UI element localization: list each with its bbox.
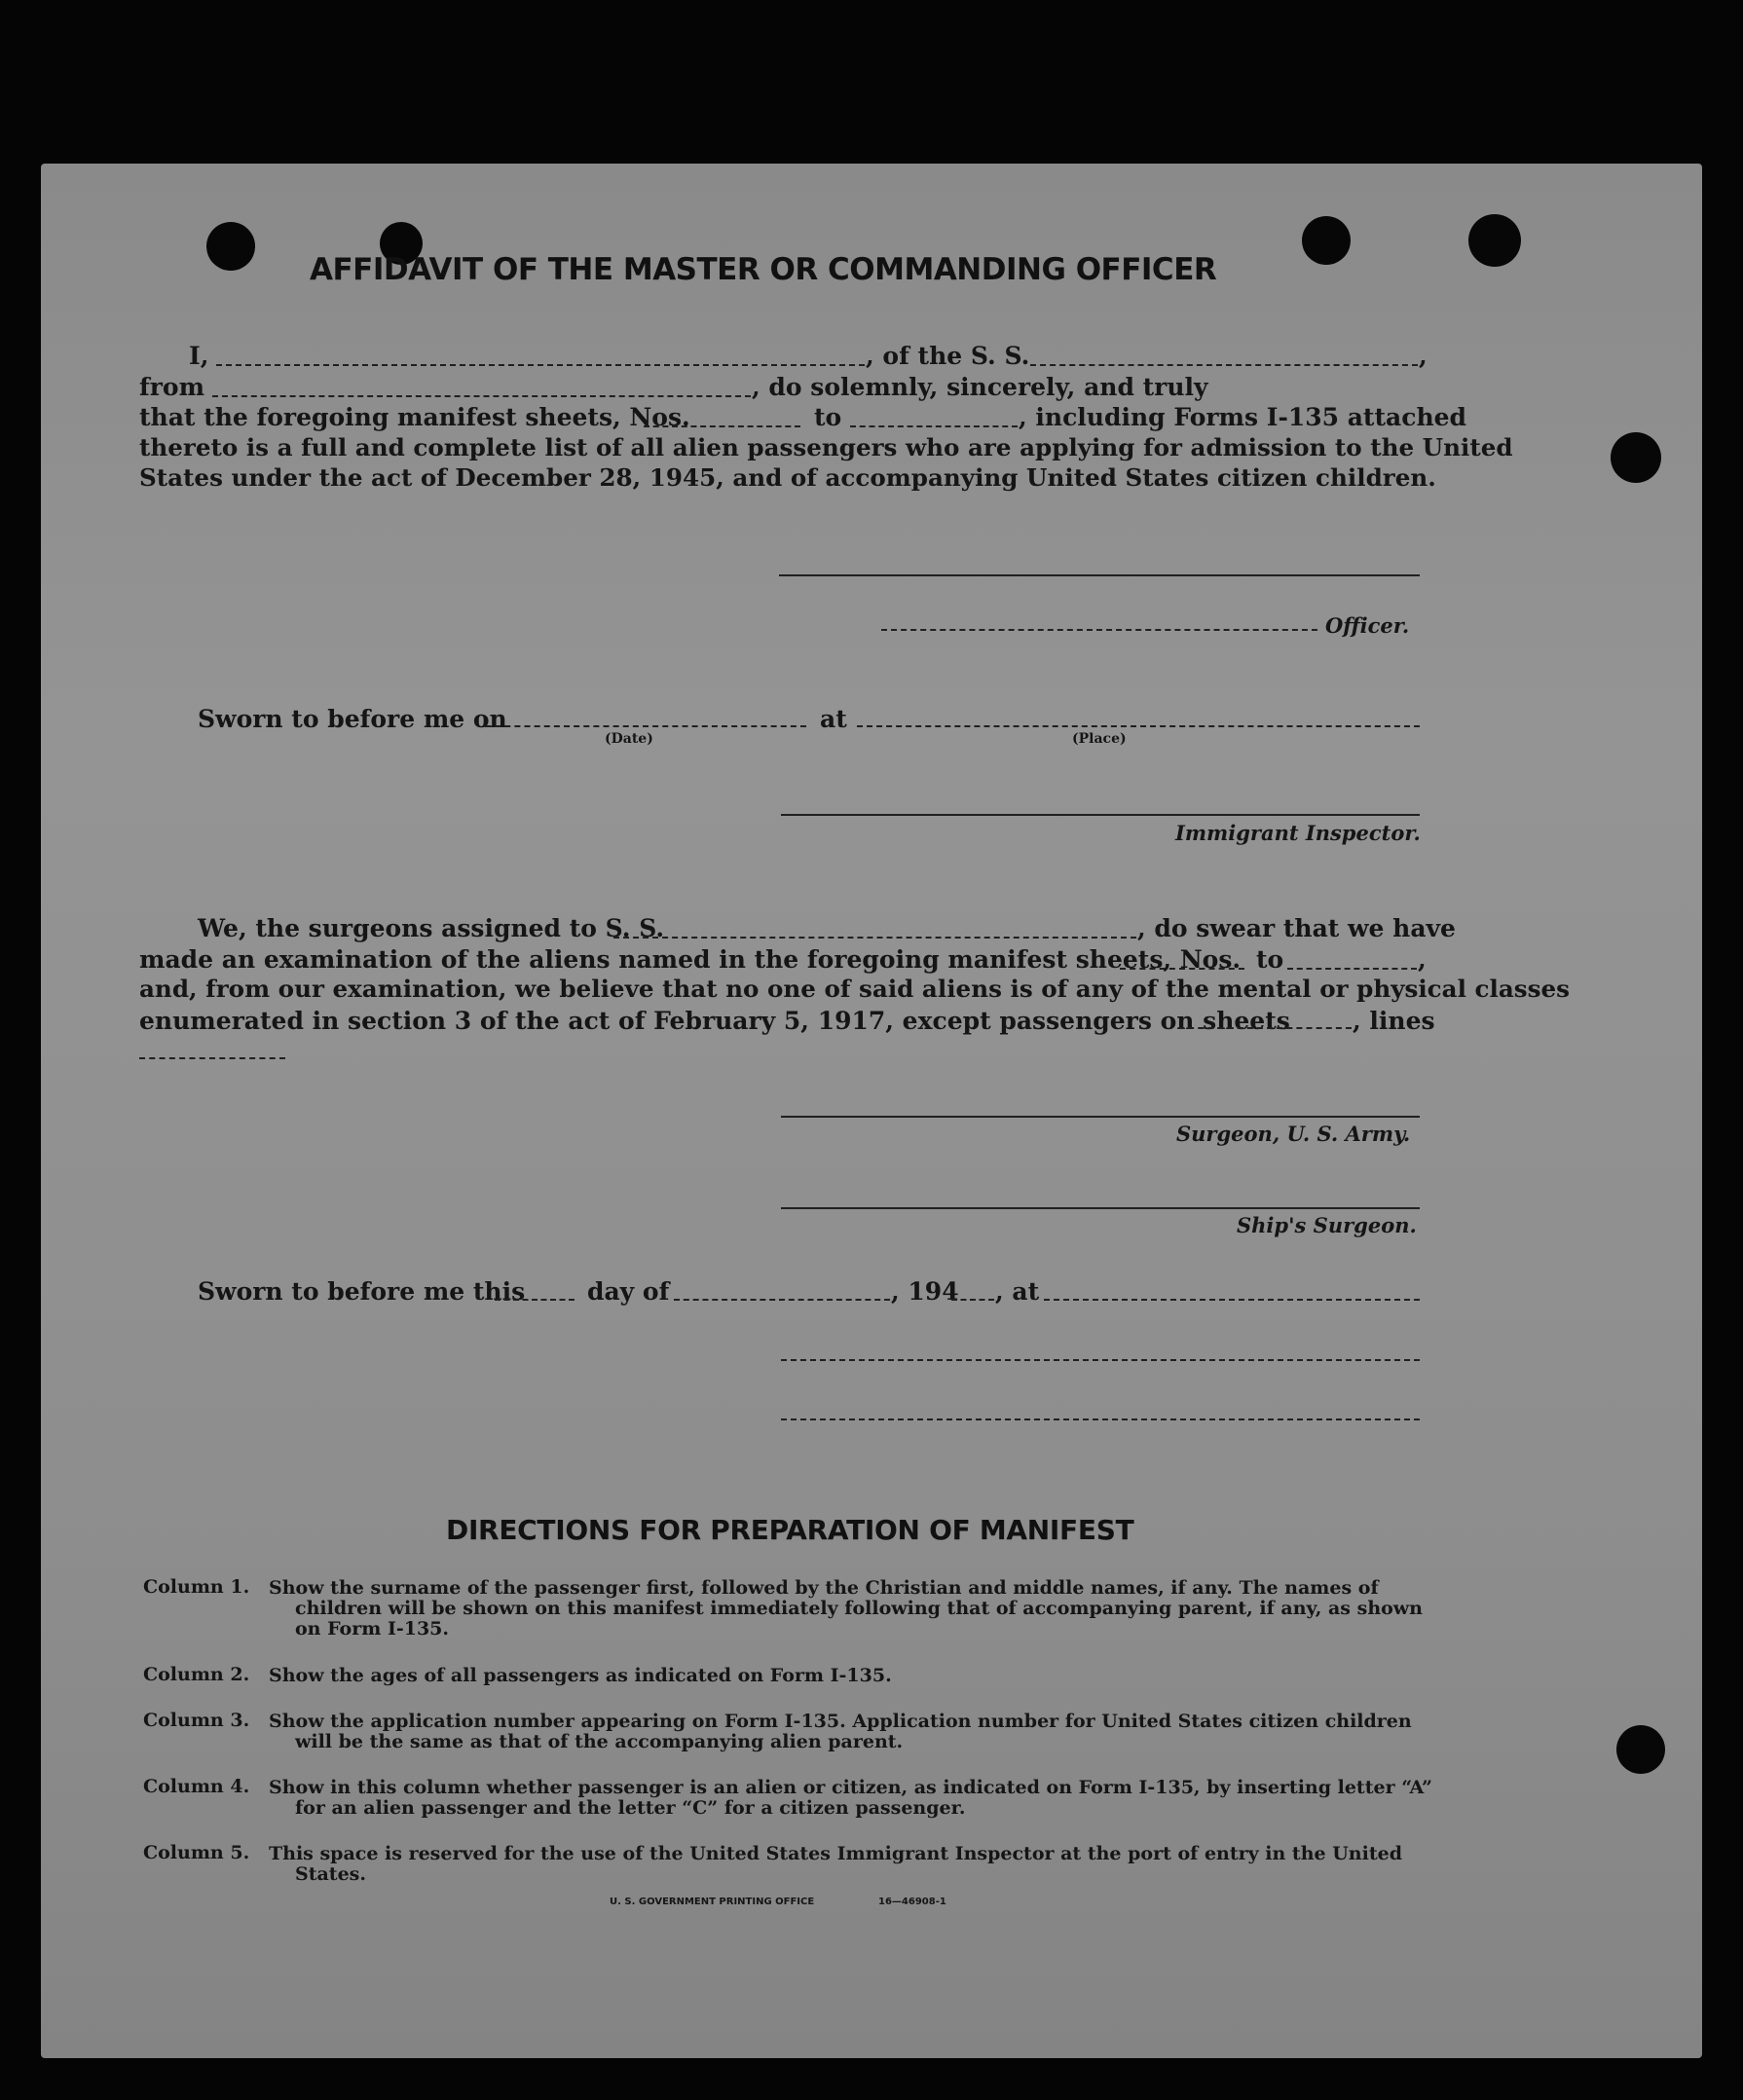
master-line2-from: from xyxy=(139,373,205,401)
page-title: AFFIDAVIT OF THE MASTER OR COMMANDING OFFICER xyxy=(310,252,1217,287)
punch-hole-side-bottom xyxy=(1616,1725,1665,1774)
manifest-nos-to-field[interactable] xyxy=(850,425,1018,427)
surgeons-line2-to: to xyxy=(1256,945,1284,974)
surgeons-line2-text: made an examination of the aliens named in the foregoing manifest sheets, Nos. xyxy=(139,945,1242,974)
direction-2-line-1: Show the ages of all passengers as indicated on Form I-135. xyxy=(269,1665,892,1686)
direction-5-line-2: States. xyxy=(295,1862,366,1885)
manifest-nos-from-field[interactable] xyxy=(644,425,800,427)
sworn-surgeons-year: , 194 xyxy=(891,1277,959,1306)
sworn-inspector-at: at xyxy=(820,705,847,733)
sworn-year-field[interactable] xyxy=(951,1299,994,1301)
direction-4-line-1: Show in this column whether passenger is an alien or citizen, as indicated on Form I-135, by inserting letter “A” xyxy=(269,1777,1432,1798)
direction-text-4 xyxy=(269,1777,1432,1819)
sworn-inspector-text: Sworn to before me on xyxy=(198,705,507,733)
direction-1-line-1: Show the surname of the passenger first, followed by the Christian and middle names, if any. The names of xyxy=(269,1577,1379,1599)
sworn-place-field[interactable] xyxy=(857,725,1420,727)
sworn-surgeons-text: Sworn to before me this xyxy=(198,1277,526,1306)
army-surgeon-signature-line[interactable] xyxy=(781,1116,1420,1118)
sworn-month-field[interactable] xyxy=(674,1299,890,1301)
surgeons-nos-to-field[interactable] xyxy=(1287,968,1417,970)
punch-hole-far-right xyxy=(1468,214,1521,267)
signature-line-1[interactable] xyxy=(781,1359,1420,1361)
direction-label-4: Column 4. xyxy=(143,1776,250,1797)
master-line3-to: to xyxy=(814,403,842,431)
master-line3-end: , including Forms I-135 attached xyxy=(1019,403,1467,431)
punch-hole-side-top xyxy=(1611,432,1661,483)
direction-label-1: Column 1. xyxy=(143,1576,250,1598)
surgeons-lines-field[interactable] xyxy=(139,1057,285,1059)
form-code: 16—46908-1 xyxy=(878,1897,946,1907)
direction-label-5: Column 5. xyxy=(143,1842,250,1863)
officer-title-line[interactable] xyxy=(881,629,1317,631)
ship-surgeon-signature-line[interactable] xyxy=(781,1207,1420,1209)
army-surgeon-label: Surgeon, U. S. Army. xyxy=(1176,1122,1411,1146)
surgeons-ship-field[interactable] xyxy=(613,937,1136,939)
surgeons-line3: and, from our examination, we believe that no one of said aliens is of any of the mental or physical classes xyxy=(139,975,1570,1003)
master-line1-start: I, xyxy=(189,342,209,370)
inspector-label: Immigrant Inspector. xyxy=(1175,821,1421,845)
direction-text-3 xyxy=(269,1712,1428,1752)
master-line1-comma: , xyxy=(1419,342,1428,370)
surgeons-line4-text: enumerated in section 3 of the act of February 5, 1917, except passengers on sheets xyxy=(139,1007,1290,1035)
sworn-surgeons-at: , at xyxy=(995,1277,1040,1306)
printer-imprint: U. S. GOVERNMENT PRINTING OFFICE xyxy=(610,1897,815,1907)
surgeons-line4-end: , lines xyxy=(1353,1007,1435,1035)
direction-1-line-3: on Form I-135. xyxy=(295,1617,450,1639)
direction-1-line-2: children will be shown on this manifest immediately following that of accompanying parent, if any, as shown xyxy=(295,1597,1423,1619)
sworn-surgeons-dayof: day of xyxy=(587,1277,670,1306)
date-caption: (Date) xyxy=(605,731,653,747)
directions-title: DIRECTIONS FOR PREPARATION OF MANIFEST xyxy=(446,1514,1134,1546)
sworn-day-field[interactable] xyxy=(495,1299,575,1301)
punch-hole-right xyxy=(1302,216,1351,265)
surgeons-sheets-field[interactable] xyxy=(1178,1027,1352,1029)
ship-surgeon-label: Ship's Surgeon. xyxy=(1237,1213,1417,1237)
master-line3-text: that the foregoing manifest sheets, Nos. xyxy=(139,403,690,431)
direction-3-line-1: Show the application number appearing on Form I-135. Application number for United States citizen children xyxy=(269,1711,1412,1732)
direction-label-3: Column 3. xyxy=(143,1710,250,1731)
direction-3-line-2: will be the same as that of the accompanying alien parent. xyxy=(295,1730,904,1752)
direction-4-line-2: for an alien passenger and the letter “C” for a citizen passenger. xyxy=(295,1796,966,1819)
punch-hole-left xyxy=(206,222,255,271)
officer-label: Officer. xyxy=(1325,613,1410,638)
surgeons-line2-comma: , xyxy=(1418,945,1427,974)
direction-label-2: Column 2. xyxy=(143,1664,250,1685)
inspector-signature-line[interactable] xyxy=(781,814,1420,816)
master-line4: thereto is a full and complete list of all alien passengers who are applying for admission to the United xyxy=(139,433,1513,461)
surgeons-nos-from-field[interactable] xyxy=(1120,968,1244,970)
direction-text-2 xyxy=(269,1666,1428,1686)
place-caption: (Place) xyxy=(1072,731,1127,747)
direction-text-1 xyxy=(269,1578,1428,1639)
signature-line-2[interactable] xyxy=(781,1418,1420,1420)
from-port-field[interactable] xyxy=(212,395,751,397)
master-line1-ship: , of the S. S. xyxy=(866,342,1030,370)
sworn-surgeons-place-field[interactable] xyxy=(1044,1299,1420,1301)
officer-signature-line[interactable] xyxy=(779,574,1420,576)
surgeons-line1-end: , do swear that we have xyxy=(1137,914,1456,942)
master-name-field[interactable] xyxy=(216,364,865,366)
sworn-date-field[interactable] xyxy=(485,725,806,727)
direction-text-5 xyxy=(269,1844,1428,1885)
master-line5: States under the act of December 28, 1945, and of accompanying United States citizen children. xyxy=(139,463,1436,492)
ship-name-field[interactable] xyxy=(1030,364,1418,366)
master-line2-text: , do solemnly, sincerely, and truly xyxy=(752,373,1208,401)
surgeons-line1-start: We, the surgeons assigned to S. S. xyxy=(198,914,665,942)
direction-5-line-1: This space is reserved for the use of the United States Immigrant Inspector at the port of entry in the United xyxy=(269,1843,1402,1864)
